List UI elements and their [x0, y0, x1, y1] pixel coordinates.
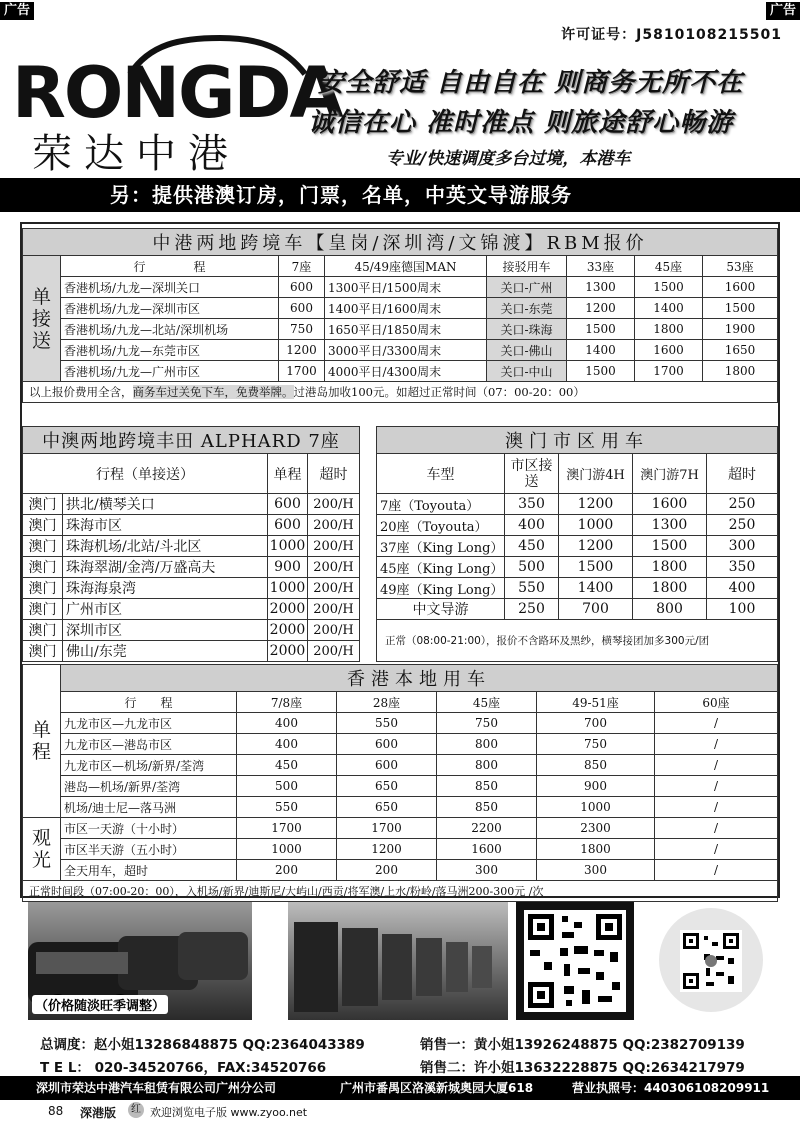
cell: 佛山/东莞 [63, 641, 268, 662]
services-banner: 另：提供港澳订房，门票，名单，中英文导游服务 [0, 178, 800, 212]
alphard-header-route: 行程（单接送） [23, 454, 268, 494]
footer-bar [0, 1076, 800, 1100]
bus-fleet-icon [288, 902, 508, 1020]
cell: 800 [437, 734, 537, 755]
cell: 1600 [703, 277, 778, 298]
rbm-header-45: 45座 [635, 256, 703, 277]
cell: 2000 [268, 599, 308, 620]
macau-header-type: 车型 [377, 454, 505, 494]
cell: 1000 [268, 536, 308, 557]
footer-company: 深圳市荣达中港汽车租赁有限公司广州分公司 [36, 1081, 277, 1095]
cell: 澳门 [23, 515, 63, 536]
cell: 250 [707, 515, 778, 536]
page-number: 88 [48, 1104, 64, 1118]
contact-sales-2: 销售二：许小姐13632228875 QQ:2634217979 [420, 1060, 745, 1076]
cell: / [655, 839, 778, 860]
hk-header-28: 28座 [337, 692, 437, 713]
table-row [23, 818, 778, 839]
cell: 400 [237, 713, 337, 734]
rbm-title: 中港两地跨境车【皇岗/深圳湾/文锦渡】RBM报价 [23, 229, 778, 256]
contact-sales-1: 销售一：黄小姐13926248875 QQ:2382709139 [420, 1037, 745, 1053]
cell: 关口-佛山 [487, 340, 567, 361]
cell: 澳门 [23, 578, 63, 599]
cell: 700 [559, 599, 633, 620]
hk-header-45: 45座 [437, 692, 537, 713]
cell: 九龙市区—港岛市区 [61, 734, 237, 755]
cell: 750 [437, 713, 537, 734]
cell: 550 [237, 797, 337, 818]
cell: 珠海机场/北站/斗北区 [63, 536, 268, 557]
cell: 1000 [237, 839, 337, 860]
cell: 1700 [337, 818, 437, 839]
cell: 600 [268, 494, 308, 515]
cell: 450 [237, 755, 337, 776]
table-row [377, 557, 778, 578]
cell: 400 [505, 515, 559, 536]
cell: / [655, 755, 778, 776]
footer-license: 营业执照号：440306108209911 [572, 1081, 770, 1095]
table-row [23, 713, 778, 734]
cell: 600 [268, 515, 308, 536]
table-row [377, 599, 778, 620]
rbm-header-man: 45/49座德国MAN [325, 256, 487, 277]
cell: 300 [707, 536, 778, 557]
cell: 九龙市区—机场/新界/荃湾 [61, 755, 237, 776]
cell: 200/H [308, 515, 360, 536]
cell: 750 [537, 734, 655, 755]
cell: 200 [337, 860, 437, 881]
cell: 1700 [279, 361, 325, 382]
van-photo [28, 902, 252, 1020]
cell: 4000平日/4300周末 [325, 361, 487, 382]
cell: 深圳市区 [63, 620, 268, 641]
logo-chinese: 荣达中港 [32, 131, 240, 177]
hk-header-route: 行 程 [61, 692, 237, 713]
table-row [23, 277, 778, 298]
hk-side-tour: 观光 [23, 818, 61, 881]
table-row [23, 734, 778, 755]
contact-tel-fax: T E L： 020-34520766，FAX:34520766 [40, 1060, 327, 1076]
cell: 200/H [308, 536, 360, 557]
qr-code-icon [516, 902, 634, 1020]
cell: 2000 [268, 620, 308, 641]
table-row [23, 599, 360, 620]
license-number: 许可证号：J5810108215501 [561, 27, 782, 43]
table-row [23, 641, 360, 662]
cell: 1800 [703, 361, 778, 382]
price-caption: （价格随淡旺季调整） [32, 995, 168, 1014]
hk-title: 香港本地用车 [61, 665, 778, 692]
table-row [23, 797, 778, 818]
table-row [377, 515, 778, 536]
cell: 700 [537, 713, 655, 734]
cell: 中文导游 [377, 599, 505, 620]
macau-header-transfer: 市区接送 [505, 454, 559, 494]
cell: 550 [337, 713, 437, 734]
cell: 澳门 [23, 536, 63, 557]
cell: 1400 [559, 578, 633, 599]
cell: 37座（King Long） [377, 536, 505, 557]
hk-table [22, 664, 778, 902]
cell: 1600 [633, 494, 707, 515]
header [0, 0, 800, 180]
alphard-header-overtime: 超时 [308, 454, 360, 494]
rbm-header-33: 33座 [567, 256, 635, 277]
alphard-table [22, 426, 360, 662]
macau-table [376, 426, 778, 662]
cell: 港岛—机场/新界/荃湾 [61, 776, 237, 797]
cell: 350 [505, 494, 559, 515]
cell: 1200 [559, 536, 633, 557]
macau-header-7h: 澳门游7H [633, 454, 707, 494]
price-frame [20, 222, 780, 898]
cell: 关口-东莞 [487, 298, 567, 319]
table-row [377, 536, 778, 557]
cell: 200/H [308, 578, 360, 599]
site-link[interactable]: 欢迎浏览电子版 www.zyoo.net [150, 1106, 308, 1119]
cell: 200/H [308, 557, 360, 578]
macau-note: 正常（08:00-21:00），报价不含路环及黑纱，横琴接团加多300元/团 [377, 620, 778, 662]
rbm-side-label: 单接送 [23, 256, 61, 382]
cell: 2200 [437, 818, 537, 839]
cell: 600 [279, 298, 325, 319]
alphard-title: 中澳两地跨境丰田 ALPHARD 7座 [23, 427, 360, 454]
cell: 1800 [537, 839, 655, 860]
cell: / [655, 860, 778, 881]
rbm-header-transfer: 接驳用车 [487, 256, 567, 277]
cell: 300 [437, 860, 537, 881]
hk-note: 正常时间段（07:00-20：00），入机场/新界/迪斯尼/大屿山/西贡/将军澳/上水/粉岭/落马洲200-300元 /次 [23, 881, 778, 902]
cell: 1800 [633, 557, 707, 578]
cell: 600 [337, 755, 437, 776]
cell: 7座（Toyouta） [377, 494, 505, 515]
table-row [23, 755, 778, 776]
cell: 2000 [268, 641, 308, 662]
cell: 20座（Toyouta） [377, 515, 505, 536]
cell: 广州市区 [63, 599, 268, 620]
ad-tag-right: 广告 [766, 2, 800, 20]
cell: 1300 [567, 277, 635, 298]
table-row [23, 557, 360, 578]
cell: 珠海海泉湾 [63, 578, 268, 599]
cell: 珠海市区 [63, 515, 268, 536]
table-row [23, 340, 778, 361]
cell: 拱北/横琴关口 [63, 494, 268, 515]
wechat-qr-icon [650, 902, 772, 1020]
cell: 1500 [559, 557, 633, 578]
cell: 1200 [559, 494, 633, 515]
cell: 400 [707, 578, 778, 599]
footer-address: 广州市番禺区洛溪新城奥园大厦618 [340, 1081, 534, 1095]
bus-photo [288, 902, 508, 1020]
cell: 1500 [703, 298, 778, 319]
cell: 1300平日/1500周末 [325, 277, 487, 298]
cell: 3000平日/3300周末 [325, 340, 487, 361]
cell: 800 [633, 599, 707, 620]
table-row [23, 536, 360, 557]
cell: 澳门 [23, 599, 63, 620]
table-row [23, 860, 778, 881]
cell: 市区半天游（五小时） [61, 839, 237, 860]
cell: 香港机场/九龙—深圳关口 [61, 277, 279, 298]
cell: 1000 [537, 797, 655, 818]
cell: 900 [537, 776, 655, 797]
table-row [23, 298, 778, 319]
cell: 400 [237, 734, 337, 755]
rbm-note: 以上报价费用全含，商务车过关免下车，免费举牌。过港岛加收100元。如超过正常时间（07：00-20：00） [23, 382, 778, 403]
contact-dispatch: 总调度：赵小姐13286848875 QQ:2364043389 [40, 1037, 365, 1053]
cell: 1200 [279, 340, 325, 361]
logo-wordmark: RONGDA [12, 52, 342, 134]
cell: 1400平日/1600周末 [325, 298, 487, 319]
cell: / [655, 734, 778, 755]
table-row [377, 494, 778, 515]
tagline: 专业/快速调度多台过境，本港车 [386, 149, 631, 169]
cell: 250 [707, 494, 778, 515]
cell: 1800 [635, 319, 703, 340]
rbm-header-7: 7座 [279, 256, 325, 277]
table-row [23, 839, 778, 860]
macau-title: 澳门市区用车 [377, 427, 778, 454]
table-row [23, 578, 360, 599]
cell: 香港机场/九龙—广州市区 [61, 361, 279, 382]
cell: 200 [237, 860, 337, 881]
cell: 1200 [567, 298, 635, 319]
table-row [23, 319, 778, 340]
rbm-header-route: 行 程 [61, 256, 279, 277]
cell: 500 [505, 557, 559, 578]
cell: 1500 [635, 277, 703, 298]
cell: 1000 [268, 578, 308, 599]
cell: 关口-中山 [487, 361, 567, 382]
cell: 200/H [308, 494, 360, 515]
cell: 九龙市区—九龙市区 [61, 713, 237, 734]
cell: 650 [337, 776, 437, 797]
cell: 市区一天游（十小时） [61, 818, 237, 839]
cell: 750 [279, 319, 325, 340]
cell: 850 [537, 755, 655, 776]
macau-header-overtime: 超时 [707, 454, 778, 494]
alphard-header-oneway: 单程 [268, 454, 308, 494]
hk-side-oneway: 单程 [23, 665, 61, 818]
table-row [23, 361, 778, 382]
ad-tag-left: 广告 [0, 2, 34, 20]
cell: 300 [537, 860, 655, 881]
slogan-2: 诚信在心 准时准点 则旅途舒心畅游 [308, 108, 734, 138]
table-row [23, 494, 360, 515]
cell: 550 [505, 578, 559, 599]
cell: / [655, 818, 778, 839]
cell: 450 [505, 536, 559, 557]
cell: 关口-广州 [487, 277, 567, 298]
table-row [23, 515, 360, 536]
cell: 1500 [567, 319, 635, 340]
rbm-header-53: 53座 [703, 256, 778, 277]
cell: 香港机场/九龙—东莞市区 [61, 340, 279, 361]
hk-header-78: 7/8座 [237, 692, 337, 713]
table-row [23, 620, 360, 641]
cell: 1700 [635, 361, 703, 382]
cell: 1600 [635, 340, 703, 361]
cell: 49座（King Long） [377, 578, 505, 599]
slogan-1: 安全舒适 自由自在 则商务无所不在 [318, 68, 744, 98]
qr-code-1[interactable] [516, 902, 634, 1020]
cell: 1500 [633, 536, 707, 557]
cell: 香港机场/九龙—北站/深圳机场 [61, 319, 279, 340]
cell: 机场/迪士尼—落马洲 [61, 797, 237, 818]
cell: 1650 [703, 340, 778, 361]
cell: 1300 [633, 515, 707, 536]
cell: 850 [437, 776, 537, 797]
cell: 45座（King Long） [377, 557, 505, 578]
seal-icon: 红 [128, 1102, 144, 1118]
cell: 香港机场/九龙—深圳市区 [61, 298, 279, 319]
table-row [23, 776, 778, 797]
qr-code-2[interactable] [650, 902, 772, 1020]
cell: 250 [505, 599, 559, 620]
cell: 350 [707, 557, 778, 578]
cell: 澳门 [23, 641, 63, 662]
macau-header-4h: 澳门游4H [559, 454, 633, 494]
cell: 1400 [567, 340, 635, 361]
photo-strip [28, 902, 772, 1024]
hk-header-49: 49-51座 [537, 692, 655, 713]
cell: 1600 [437, 839, 537, 860]
cell: / [655, 713, 778, 734]
cell: 澳门 [23, 494, 63, 515]
rbm-price-table [22, 228, 778, 403]
cell: 900 [268, 557, 308, 578]
cell: 关口-珠海 [487, 319, 567, 340]
cell: / [655, 797, 778, 818]
cell: 1400 [635, 298, 703, 319]
cell: 800 [437, 755, 537, 776]
cell: 200/H [308, 599, 360, 620]
cell: 500 [237, 776, 337, 797]
cell: 1200 [337, 839, 437, 860]
cell: 1700 [237, 818, 337, 839]
cell: 1500 [567, 361, 635, 382]
cell: 1650平日/1850周末 [325, 319, 487, 340]
cell: 1900 [703, 319, 778, 340]
hk-header-60: 60座 [655, 692, 778, 713]
cell: 200/H [308, 620, 360, 641]
cell: 600 [337, 734, 437, 755]
cell: 澳门 [23, 620, 63, 641]
cell: 珠海翠湖/金湾/万盛高夫 [63, 557, 268, 578]
cell: 全天用车，超时 [61, 860, 237, 881]
cell: 600 [279, 277, 325, 298]
table-row [377, 578, 778, 599]
cell: 2300 [537, 818, 655, 839]
cell: 200/H [308, 641, 360, 662]
edition-label: 深港版 [80, 1106, 117, 1120]
cell: 澳门 [23, 557, 63, 578]
cell: 1800 [633, 578, 707, 599]
cell: 1000 [559, 515, 633, 536]
cell: 850 [437, 797, 537, 818]
cell: 650 [337, 797, 437, 818]
cell: 100 [707, 599, 778, 620]
cell: / [655, 776, 778, 797]
